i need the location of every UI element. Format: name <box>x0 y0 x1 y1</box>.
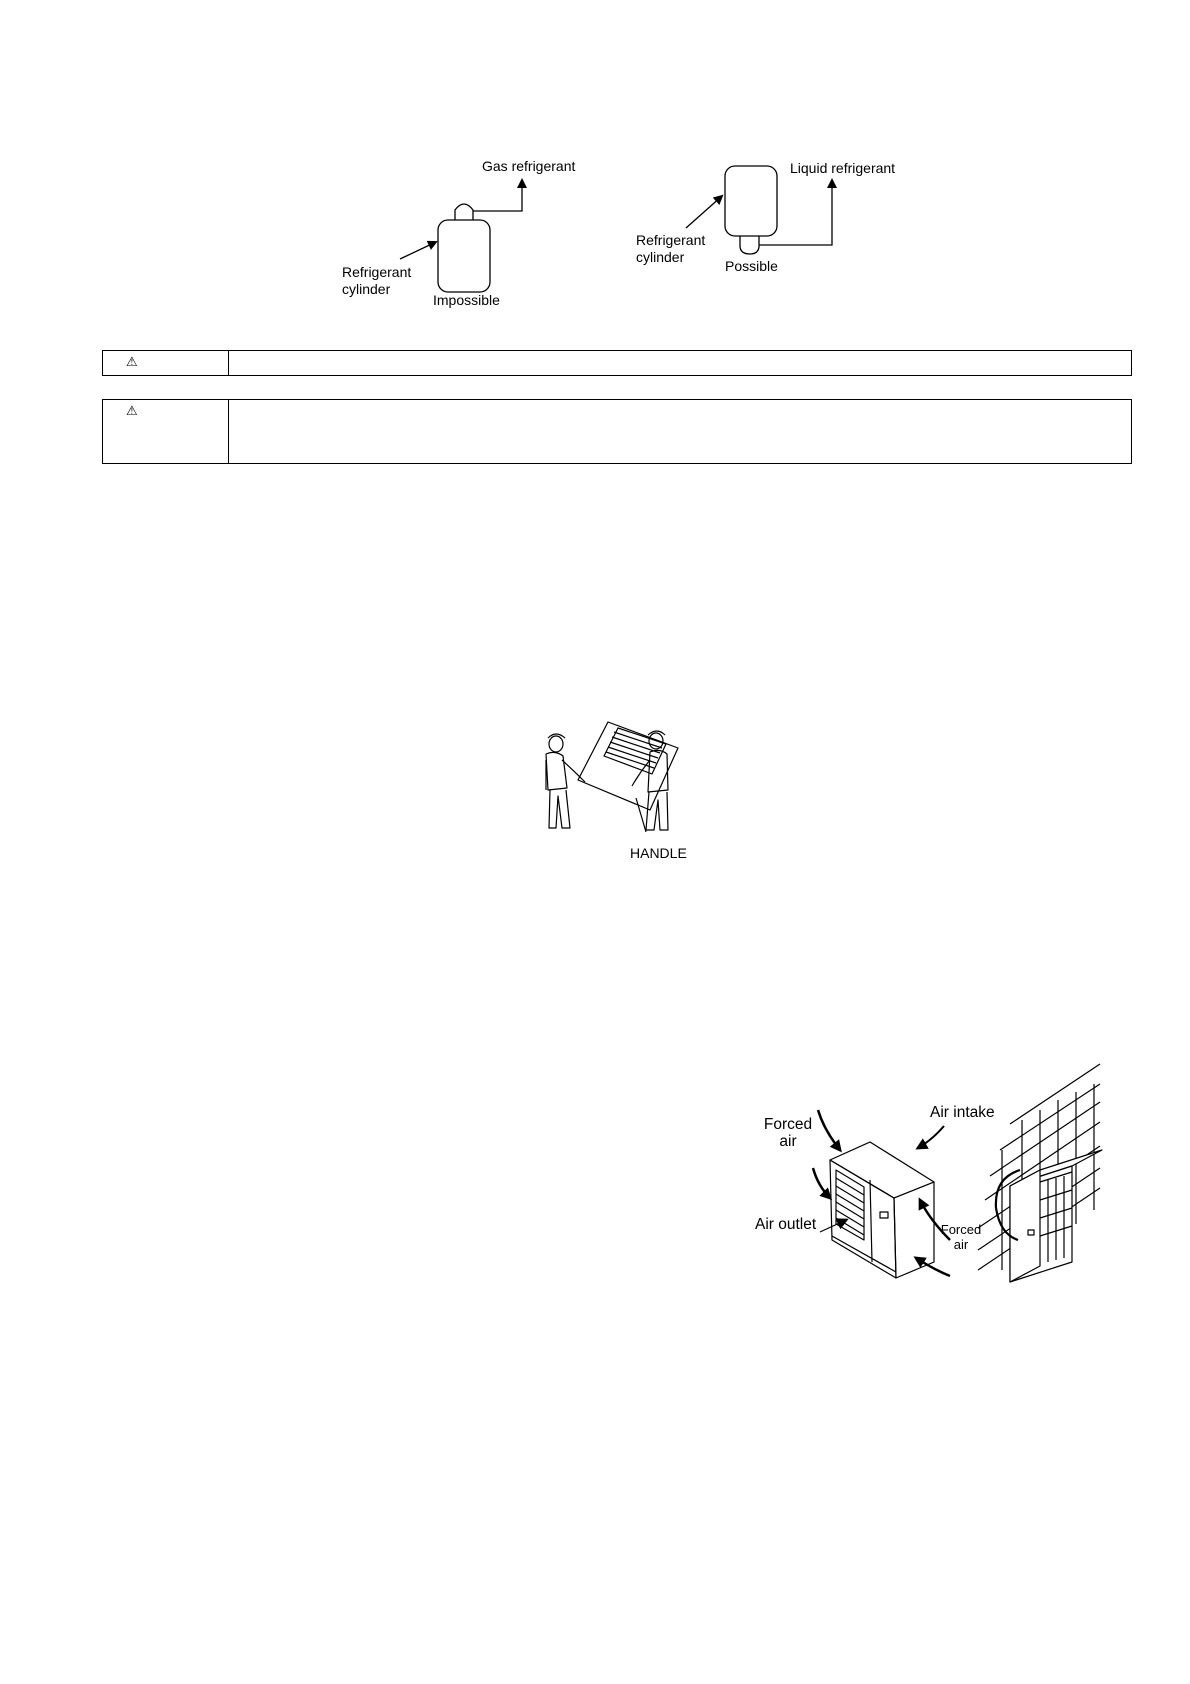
handle-label: HANDLE <box>630 845 687 861</box>
left-cylinder-label-line1: Refrigerant <box>342 264 412 280</box>
left-cylinder-label-line2: cylinder <box>342 281 391 297</box>
liquid-refrigerant-label: Liquid refrigerant <box>790 160 896 176</box>
forced-air-right-line1: Forced <box>940 1222 982 1237</box>
unit-against-wall <box>1010 1150 1102 1282</box>
forced-air-right-line2: air <box>953 1237 969 1252</box>
forced-air-top-line2: air <box>779 1133 797 1150</box>
outdoor-unit <box>830 1142 934 1278</box>
possible-label: Possible <box>725 258 778 274</box>
impossible-label: Impossible <box>433 292 500 308</box>
gas-refrigerant-label: Gas refrigerant <box>482 158 576 174</box>
forced-air-top-line1: Forced <box>763 1116 813 1133</box>
warning-triangle-icon: ⚠ <box>126 354 138 369</box>
air-outlet-label: Air outlet <box>755 1216 817 1233</box>
air-intake-label: Air intake <box>930 1104 995 1121</box>
right-cylinder-label-line2: cylinder <box>636 249 685 265</box>
warning-triangle-icon: ⚠ <box>126 403 138 418</box>
right-cylinder-label-line1: Refrigerant <box>636 232 706 248</box>
